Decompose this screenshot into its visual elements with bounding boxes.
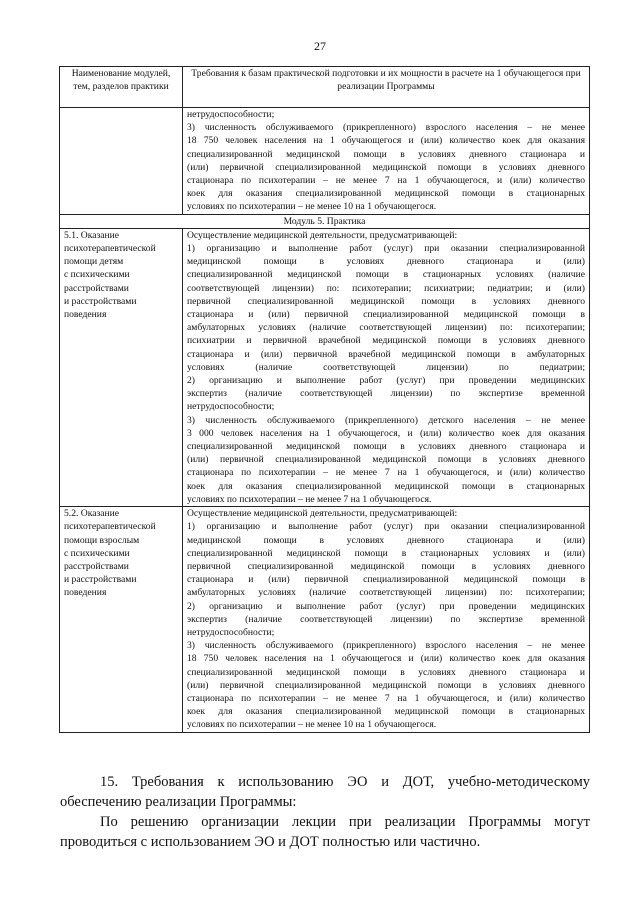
topic-line: расстройствами [64,560,129,572]
topic-line: поведения [64,309,107,321]
requirement-line: амбулаторных условиях (наличие соответствующей лицензии) по: психотерапии; [187,587,585,599]
requirement-line: стационара по психотерапии – не менее 7 на 1 обучающегося, и (или) количество [187,467,585,479]
continuation-line: нетрудоспособности; [187,109,275,120]
requirements-table [59,66,590,733]
requirement-line: условиях (наличие соответствующей лицензии) по педиатрии; [187,361,585,373]
requirement-line: медицинской помощи в условиях дневного стационара и (или) [187,534,585,546]
section-heading: 15. Требования к использованию ЭО и ДОТ, учебно-методическому обеспечению реализации Программы: [60,774,590,810]
requirement-line: первичной специализированной медицинской помощи в условиях дневного [187,295,585,307]
requirement-line: экспертиз (наличие соответствующей лицензии) по экспертизе временной [187,388,585,400]
continuation-line: стационара по психотерапии – не менее 7 на 1 обучающегося, и (или) количество [187,175,585,187]
table-row-5-1 [60,228,590,506]
requirement-line: стационара по психотерапии – не менее 7 на 1 обучающегося, и (или) количество [187,692,585,704]
cell-topic-5-1 [60,228,183,506]
topic-line: психотерапевтической [64,243,156,255]
requirement-line: нетрудоспособности; [187,626,275,638]
continuation-line: 3) численность обслуживаемого (прикрепленного) взрослого населения – не менее [187,122,585,134]
topic-line: и расстройствами [64,574,137,586]
requirement-line: Осуществление медицинской деятельности, предусматривающей: [187,229,458,241]
requirement-line: амбулаторных условиях (наличие соответствующей лицензии) по: психотерапии; [187,322,585,334]
topic-line: психотерапевтической [64,521,156,533]
requirement-line: специализированной медицинской помощи в условиях дневного стационара и [187,666,585,678]
requirement-line: стационара и (или) первичной врачебной медицинской помощи в амбулаторных [187,348,585,360]
continuation-line: специализированной медицинской помощи в условиях дневного стационара и [187,148,585,160]
topic-line: с психическими [64,269,130,281]
requirement-line: специализированной медицинской помощи в стационарных условиях (наличие [187,269,585,281]
requirement-line: 1) организацию и выполнение работ (услуг) при оказании специализированной [187,243,585,255]
requirement-line: соответствующей лицензии) по: психотерапии; психиатрии; педиатрии; и (или) [187,282,585,294]
requirement-line: 2) организацию и выполнение работ (услуг) при проведении медицинских [187,375,585,387]
section-15 [60,772,590,852]
cell-requirements-5-2 [183,507,590,732]
requirement-line: коек для оказания специализированной медицинской помощи в стационарных [187,706,585,718]
page-number: 27 [314,39,326,53]
continuation-line: 18 750 человек населения на 1 обучающегося и (или) количество коек для оказания [187,135,585,147]
cell-continuation [183,108,590,215]
continuation-line: (или) первичной специализированной медицинской помощи в условиях дневного [187,161,585,173]
header-requirements: Требования к базам практической подготовки и их мощности в расчете на 1 обучающегося при реализации Программы [183,67,590,108]
table-row-continuation [60,108,590,215]
topic-line: поведения [64,587,107,599]
cell-topic-5-2 [60,507,183,732]
topic-line: 5.2. Оказание [64,508,120,520]
requirement-line: медицинской помощи в условиях дневного стационара и (или) [187,256,585,268]
continuation-line: условиях по психотерапии – не менее 10 на 1 обучающегося. [187,201,437,213]
topic-line: помощи взрослым [64,534,140,546]
module-title: Модуль 5. Практика [60,214,590,228]
requirement-line: условиях по психотерапии – не менее 10 на 1 обучающегося. [187,719,437,731]
requirement-line: специализированной медицинской помощи в стационарных условиях и (или) [187,547,585,559]
requirement-line: 3) численность обслуживаемого (прикрепленного) взрослого населения – не менее [187,640,585,652]
topic-line: и расстройствами [64,295,137,307]
requirement-line: условиях по психотерапии – не менее 7 на 1 обучающегося. [187,493,432,505]
topic-line: с психическими [64,547,130,559]
requirement-line: стационара и (или) первичной специализированной медицинской помощи в [187,309,585,321]
requirement-line: 3 000 человек населения на 1 обучающегося, и (или) количество коек для оказания [187,427,585,439]
requirement-line: Осуществление медицинской деятельности, предусматривающей: [187,508,458,520]
requirement-line: специализированной медицинской помощи в условиях дневного стационара и [187,441,585,453]
requirement-line: нетрудоспособности; [187,401,275,413]
module-row [60,214,590,228]
header-modules: Наименование модулей, тем, разделов практики [60,67,183,108]
topic-line: 5.1. Оказание [64,229,120,241]
topic-line: расстройствами [64,282,129,294]
cell-requirements-5-1 [183,228,590,506]
topic-line: помощи детям [64,256,124,268]
requirement-line: 18 750 человек населения на 1 обучающегося и (или) количество коек для оказания [187,653,585,665]
table-row-5-2 [60,507,590,732]
requirement-line: психиатрии и первичной врачебной медицинской помощи в условиях дневного [187,335,585,347]
requirement-line: стационара и (или) первичной специализированной медицинской помощи в [187,574,585,586]
requirement-line: экспертиз (наличие соответствующей лицензии) по экспертизе временной [187,613,585,625]
section-paragraph: По решению организации лекции при реализации Программы могут проводиться с использованием ЭО и ДОТ полностью или частично. [60,814,590,850]
requirement-line: коек для оказания специализированной медицинской помощи в стационарных [187,480,585,492]
requirement-line: 1) организацию и выполнение работ (услуг) при оказании специализированной [187,521,585,533]
cell-empty [60,108,183,215]
requirement-line: 2) организацию и выполнение работ (услуг) при проведении медицинских [187,600,585,612]
table-header-row [60,67,590,108]
requirement-line: (или) первичной специализированной медицинской помощи в условиях дневного [187,454,585,466]
requirement-line: первичной специализированной медицинской помощи в условиях дневного [187,560,585,572]
requirement-line: 3) численность обслуживаемого (прикрепленного) детского населения – не менее [187,414,585,426]
continuation-line: коек для оказания специализированной медицинской помощи в стационарных [187,188,585,200]
requirement-line: (или) первичной специализированной медицинской помощи в условиях дневного [187,679,585,691]
